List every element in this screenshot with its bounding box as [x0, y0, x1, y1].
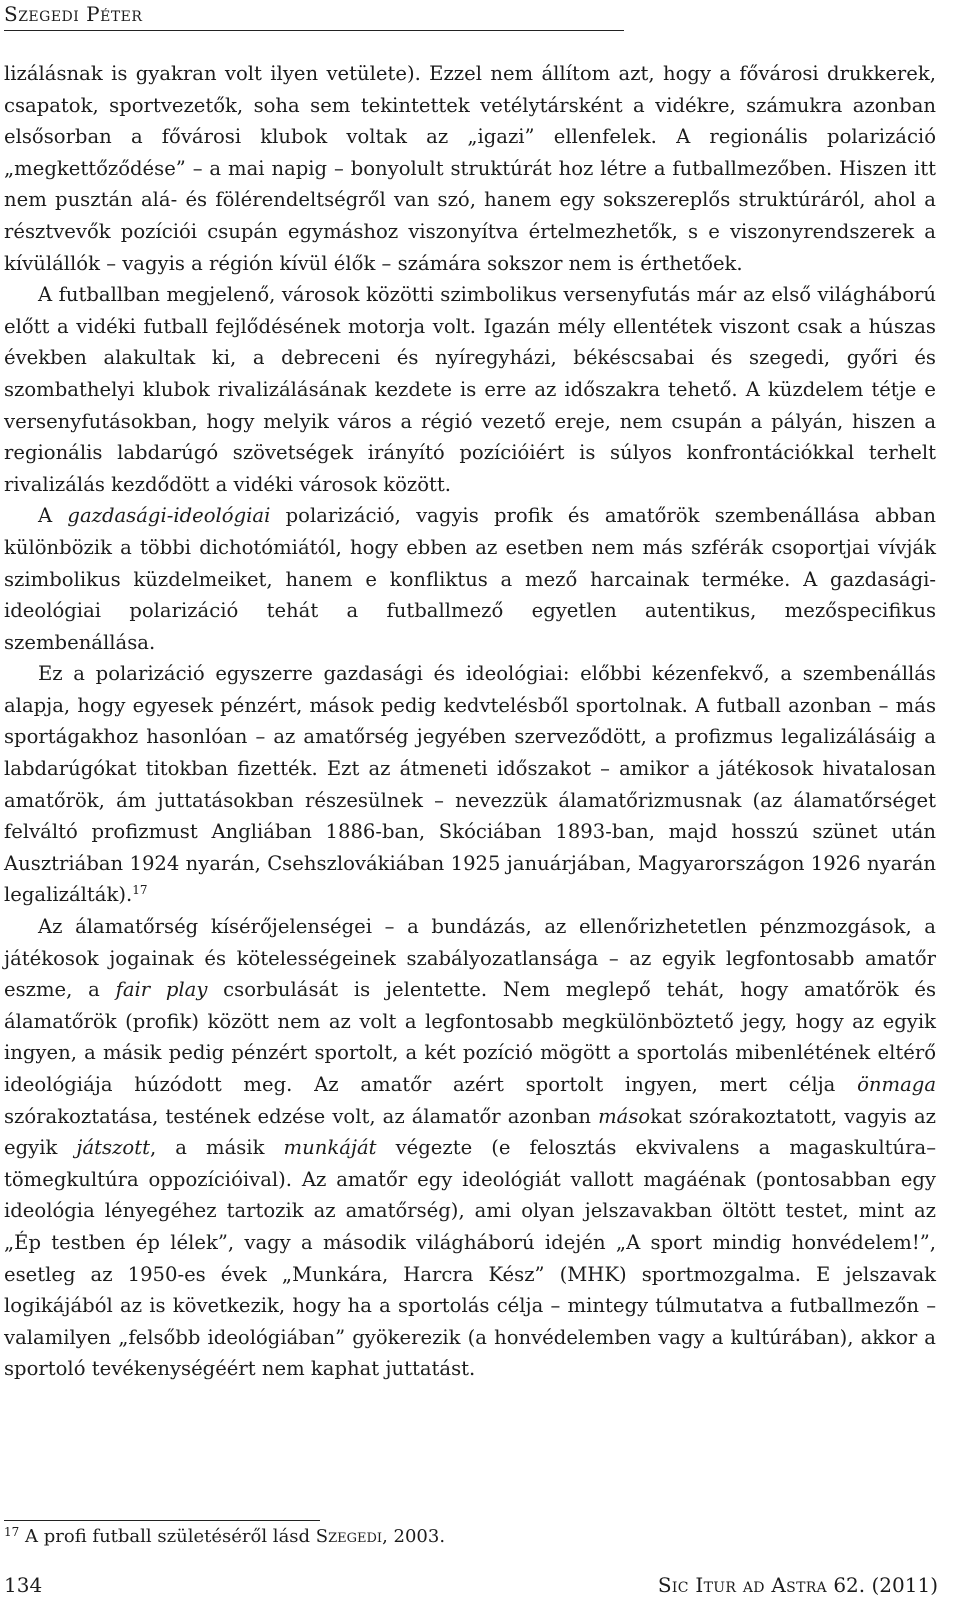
paragraph-text: csorbulását is jelentette. Nem meglepő tehát, hogy amatőrök és álamatőrök (profik) között nem az volt a legfontosabb megkülönböztető jegy, hogy az egyik ingyen, a másik pedig pénzért sportolt, a két pozíció mögött a sportolás mibenlétének eltérő ideológiája húzódott meg. Az amatőr azért sportolt ingyen, mert célja: [4, 978, 937, 1096]
running-header: [4, 2, 624, 31]
paragraph: [4, 911, 936, 1385]
footnote-author: Szegedi: [315, 1526, 383, 1547]
footnote-text: A profi futball születéséről lásd: [19, 1526, 316, 1547]
emphasis-text: gazdasági-ideológiai: [67, 504, 271, 528]
emphasis-text: máso: [598, 1104, 651, 1128]
emphasis-text: önmaga: [857, 1073, 936, 1096]
emphasis-text: játszott: [76, 1136, 150, 1160]
emphasis-text: munkáját: [283, 1136, 377, 1160]
page-number: 134: [4, 1573, 43, 1597]
footnote-text-end: , 2003.: [382, 1526, 446, 1547]
paragraph-text: végezte (e felosztás ekvivalens a magaskultúra–tömegkultúra oppozícióival). Az amatőr egy ideológiát vallott magáénak (pontosabban egy ideológia lényegéhez tartozik az amatőrség), ami olyan jelszavakban öltött testet, mint az „Ép testben ép lélek”, vagy a második világháború idején „A sport mindig honvédelem!”, esetleg az 1950-es évek „Munkára, Harcra Kész” (MHK) sportmozgalma. E jelszavak logikájából az is következik, hogy ha a sportolás célja – mintegy túlmutatva a futballmezőn – valamilyen „felsőbb ideológiában” gyökerezik (a honvédelemben vagy a kultúrában), akkor a sportoló tevékenységéért nem kaphat juttatást.: [4, 1136, 936, 1381]
journal-name: Sic Itur ad Astra: [657, 1573, 827, 1597]
paragraph-text: szórakoztatása, testének edzése volt, az álamatőr azonban: [4, 1104, 599, 1128]
paragraph-text: A: [38, 504, 68, 528]
running-title: Szegedi Péter: [4, 2, 143, 26]
footnote-number: 17: [4, 1525, 20, 1539]
paragraph: [4, 658, 936, 911]
paragraph-text: Ez a polarizáció egyszerre gazdasági és ideológiai: előbbi kézenfekvő, a szembenállás alapja, hogy egyesek pénzért, mások pedig kedvtelésből sportolnak. A futball azonban – más sportágakhoz hasonlóan – az amatőrség jegyében szerveződött, a profizmus legalizálásáig a labdarúgókat titokban fizették. Ezt az átmeneti időszakot – amikor a játékosok hivatalosan amatőrök, ám juttatásokban részesülnek – nevezzük álamatőrizmusnak (az álamatőrséget felváltó profizmust Angliában 1886-ban, Skóciában 1893-ban, majd hosszú szünet után Ausztriában 1924 nyarán, Csehszlovákiában 1925 januárjában, Magyarországon 1926 nyarán legalizálták).: [4, 662, 936, 907]
paragraph-text: kat szórakoztatott, vagyis az egyik: [4, 1104, 936, 1160]
emphasis-text: fair play: [115, 978, 208, 1002]
footnote: [4, 1525, 904, 1549]
paragraph-text: , a másik: [149, 1136, 284, 1160]
paragraph-text: polarizáció, vagyis profik és amatőrök szembenállása abban különbözik a többi dichotómiától, hogy ebben az esetben nem más szférák csoportjai vívják szimbolikus küzdelmeiket, hanem e konfliktus a mező harcainak terméke. A gazdasági-ideológiai polarizáció tehát a futballmező egyetlen autentikus, mezőspecifikus szembenállása.: [4, 504, 936, 654]
body-text: [4, 58, 936, 1385]
paragraph: [4, 279, 936, 500]
paragraph-text: Az álamatőrség kísérőjelenségei – a bundázás, az ellenőrizhetetlen pénzmozgások, a játékosok jogainak és kötelességeinek szabályozatlansága – az egyik legfontosabb amatőr eszme, a: [4, 915, 936, 1002]
footnote-reference: 17: [132, 883, 148, 898]
paragraph-text: lizálásnak is gyakran volt ilyen vetülete). Ezzel nem állítom azt, hogy a fővárosi drukkerek, csapatok, sportvezetők, soha sem tekintettek vetélytársként a vidékre, számukra azonban elsősorban a fővárosi klubok voltak az „igazi” ellenfelek. A regionális polarizáció „megkettőződése” – a mai napig – bonyolult struktúrát hoz létre a futballmezőben. Hiszen itt nem pusztán alá- és fölérendeltségről van szó, hanem egy sokszereplős struktúráról, ahol a résztvevők pozíciói csupán egymáshoz viszonyítva értelmezhetők, s e viszonyrendszerek a kívülállók – vagyis a régión kívül élők – számára sokszor nem is érthetőek.: [4, 62, 936, 275]
paragraph: [4, 500, 936, 658]
journal-issue: 62. (2011): [826, 1573, 938, 1597]
journal-citation: [658, 1572, 938, 1598]
footnote-divider: [4, 1520, 320, 1521]
paragraph-text: A futballban megjelenő, városok közötti szimbolikus versenyfutás már az első világháború előtt a vidéki futball fejlődésének motorja volt. Igazán mély ellentétek viszont csak a húszas években alakultak ki, a debreceni és nyíregyházi, békéscsabai és szegedi, győri és szombathelyi klubok rivalizálásának kezdete is erre az időszakra tehető. A küzdelem tétje e versenyfutásokban, hogy melyik város a régió vezető ereje, nem csupán a pályán, hiszen a regionális labdarúgó szövetségek irányító pozícióiért is súlyos konfrontációkkal terhelt rivalizálás kezdődött a vidéki városok között.: [4, 283, 936, 496]
paragraph: [4, 58, 936, 279]
